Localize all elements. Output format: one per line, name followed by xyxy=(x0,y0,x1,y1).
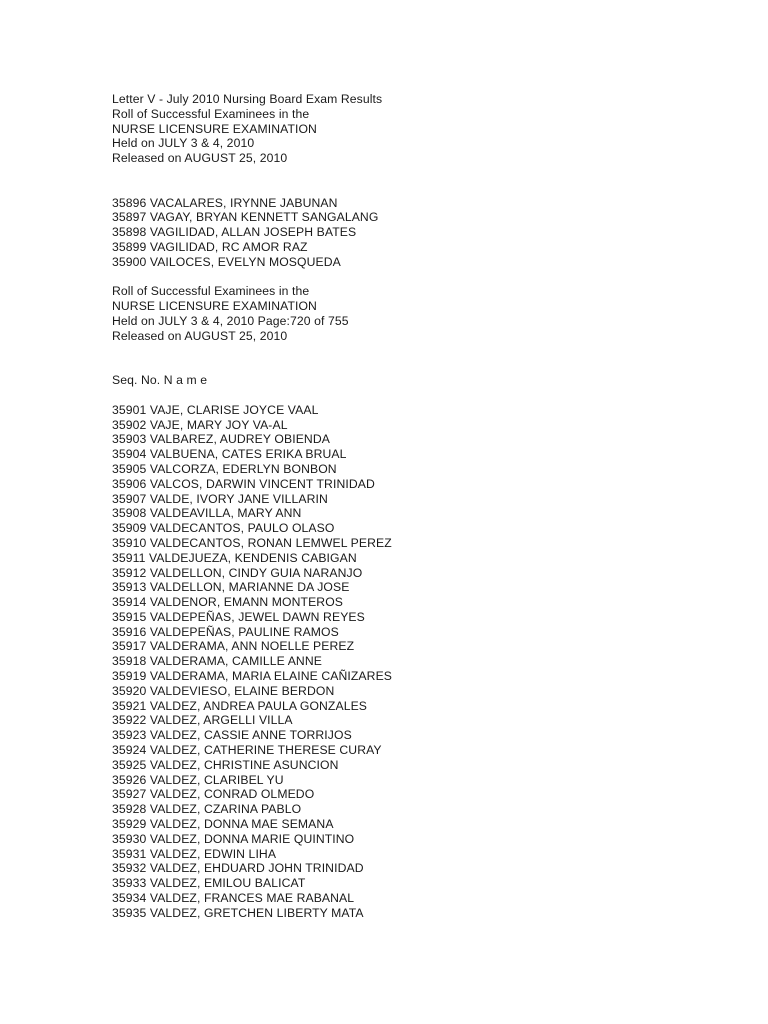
document-header xyxy=(112,92,712,166)
examinee-list-2 xyxy=(112,403,712,921)
header-line: Roll of Successful Examinees in the xyxy=(112,284,310,299)
spacer xyxy=(112,270,712,285)
page-header-2 xyxy=(112,284,712,343)
list-item: 35919 VALDERAMA, MARIA ELAINE CAÑIZARES xyxy=(112,669,393,684)
list-item: 35909 VALDECANTOS, PAULO OLASO xyxy=(112,521,335,536)
header-line: Letter V - July 2010 Nursing Board Exam Results xyxy=(112,92,383,106)
list-item: 35900 VAILOCES, EVELYN MOSQUEDA xyxy=(112,254,341,269)
list-item: 35914 VALDENOR, EMANN MONTEROS xyxy=(112,595,344,610)
list-item: 35911 VALDEJUEZA, KENDENIS CABIGAN xyxy=(112,550,357,565)
list-item: 35915 VALDEPEÑAS, JEWEL DAWN REYES xyxy=(112,609,365,624)
list-item: 35916 VALDEPEÑAS, PAULINE RAMOS xyxy=(112,624,339,639)
list-item: 35930 VALDEZ, DONNA MARIE QUINTINO xyxy=(112,831,355,846)
list-item: 35910 VALDECANTOS, RONAN LEMWEL PEREZ xyxy=(112,535,392,550)
header-line: Released on AUGUST 25, 2010 xyxy=(112,151,288,166)
list-item: 35920 VALDEVIESO, ELAINE BERDON xyxy=(112,683,335,698)
spacer xyxy=(112,388,712,403)
list-item: 35925 VALDEZ, CHRISTINE ASUNCION xyxy=(112,757,339,772)
list-item: 35927 VALDEZ, CONRAD OLMEDO xyxy=(112,787,315,802)
list-item: 35896 VACALARES, IRYNNE JABUNAN xyxy=(112,195,338,210)
list-item: 35906 VALCOS, DARWIN VINCENT TRINIDAD xyxy=(112,476,375,491)
spacer xyxy=(112,344,712,374)
list-item: 35913 VALDELLON, MARIANNE DA JOSE xyxy=(112,580,350,595)
list-item: 35935 VALDEZ, GRETCHEN LIBERTY MATA xyxy=(112,905,364,920)
list-item: 35917 VALDERAMA, ANN NOELLE PEREZ xyxy=(112,639,355,654)
list-item: 35904 VALBUENA, CATES ERIKA BRUAL xyxy=(112,447,347,462)
list-item: 35901 VAJE, CLARISE JOYCE VAAL xyxy=(112,402,319,417)
list-item: 35929 VALDEZ, DONNA MAE SEMANA xyxy=(112,817,334,832)
list-item: 35931 VALDEZ, EDWIN LIHA xyxy=(112,846,277,861)
header-line: Held on JULY 3 & 4, 2010 Page:720 of 755 xyxy=(112,313,349,328)
list-item: 35907 VALDE, IVORY JANE VILLARIN xyxy=(112,491,328,506)
list-item: 35934 VALDEZ, FRANCES MAE RABANAL xyxy=(112,891,355,906)
list-item: 35899 VAGILIDAD, RC AMOR RAZ xyxy=(112,239,308,254)
spacer xyxy=(112,166,712,196)
list-item: 35902 VAJE, MARY JOY VA-AL xyxy=(112,417,288,432)
list-item: 35924 VALDEZ, CATHERINE THERESE CURAY xyxy=(112,743,382,758)
header-line: Released on AUGUST 25, 2010 xyxy=(112,328,288,343)
header-line: NURSE LICENSURE EXAMINATION xyxy=(112,299,317,314)
list-item: 35898 VAGILIDAD, ALLAN JOSEPH BATES xyxy=(112,225,357,240)
list-item: 35928 VALDEZ, CZARINA PABLO xyxy=(112,802,302,817)
list-item: 35897 VAGAY, BRYAN KENNETT SANGALANG xyxy=(112,210,379,225)
list-item: 35922 VALDEZ, ARGELLI VILLA xyxy=(112,713,293,728)
header-line: Held on JULY 3 & 4, 2010 xyxy=(112,136,255,151)
list-item: 35903 VALBAREZ, AUDREY OBIENDA xyxy=(112,432,330,447)
header-line: Roll of Successful Examinees in the xyxy=(112,106,310,121)
list-item: 35932 VALDEZ, EHDUARD JOHN TRINIDAD xyxy=(112,861,364,876)
list-item: 35926 VALDEZ, CLARIBEL YU xyxy=(112,772,284,787)
examinee-list-1 xyxy=(112,196,712,270)
list-item: 35905 VALCORZA, EDERLYN BONBON xyxy=(112,461,337,476)
list-item: 35923 VALDEZ, CASSIE ANNE TORRIJOS xyxy=(112,728,352,743)
column-header: Seq. No. N a m e xyxy=(112,373,208,388)
list-item: 35908 VALDEAVILLA, MARY ANN xyxy=(112,506,302,521)
list-item: 35918 VALDERAMA, CAMILLE ANNE xyxy=(112,654,322,669)
document-page xyxy=(112,92,712,921)
header-line: NURSE LICENSURE EXAMINATION xyxy=(112,121,317,136)
list-item: 35933 VALDEZ, EMILOU BALICAT xyxy=(112,876,306,891)
list-item: 35921 VALDEZ, ANDREA PAULA GONZALES xyxy=(112,698,368,713)
list-item: 35912 VALDELLON, CINDY GUIA NARANJO xyxy=(112,565,363,580)
